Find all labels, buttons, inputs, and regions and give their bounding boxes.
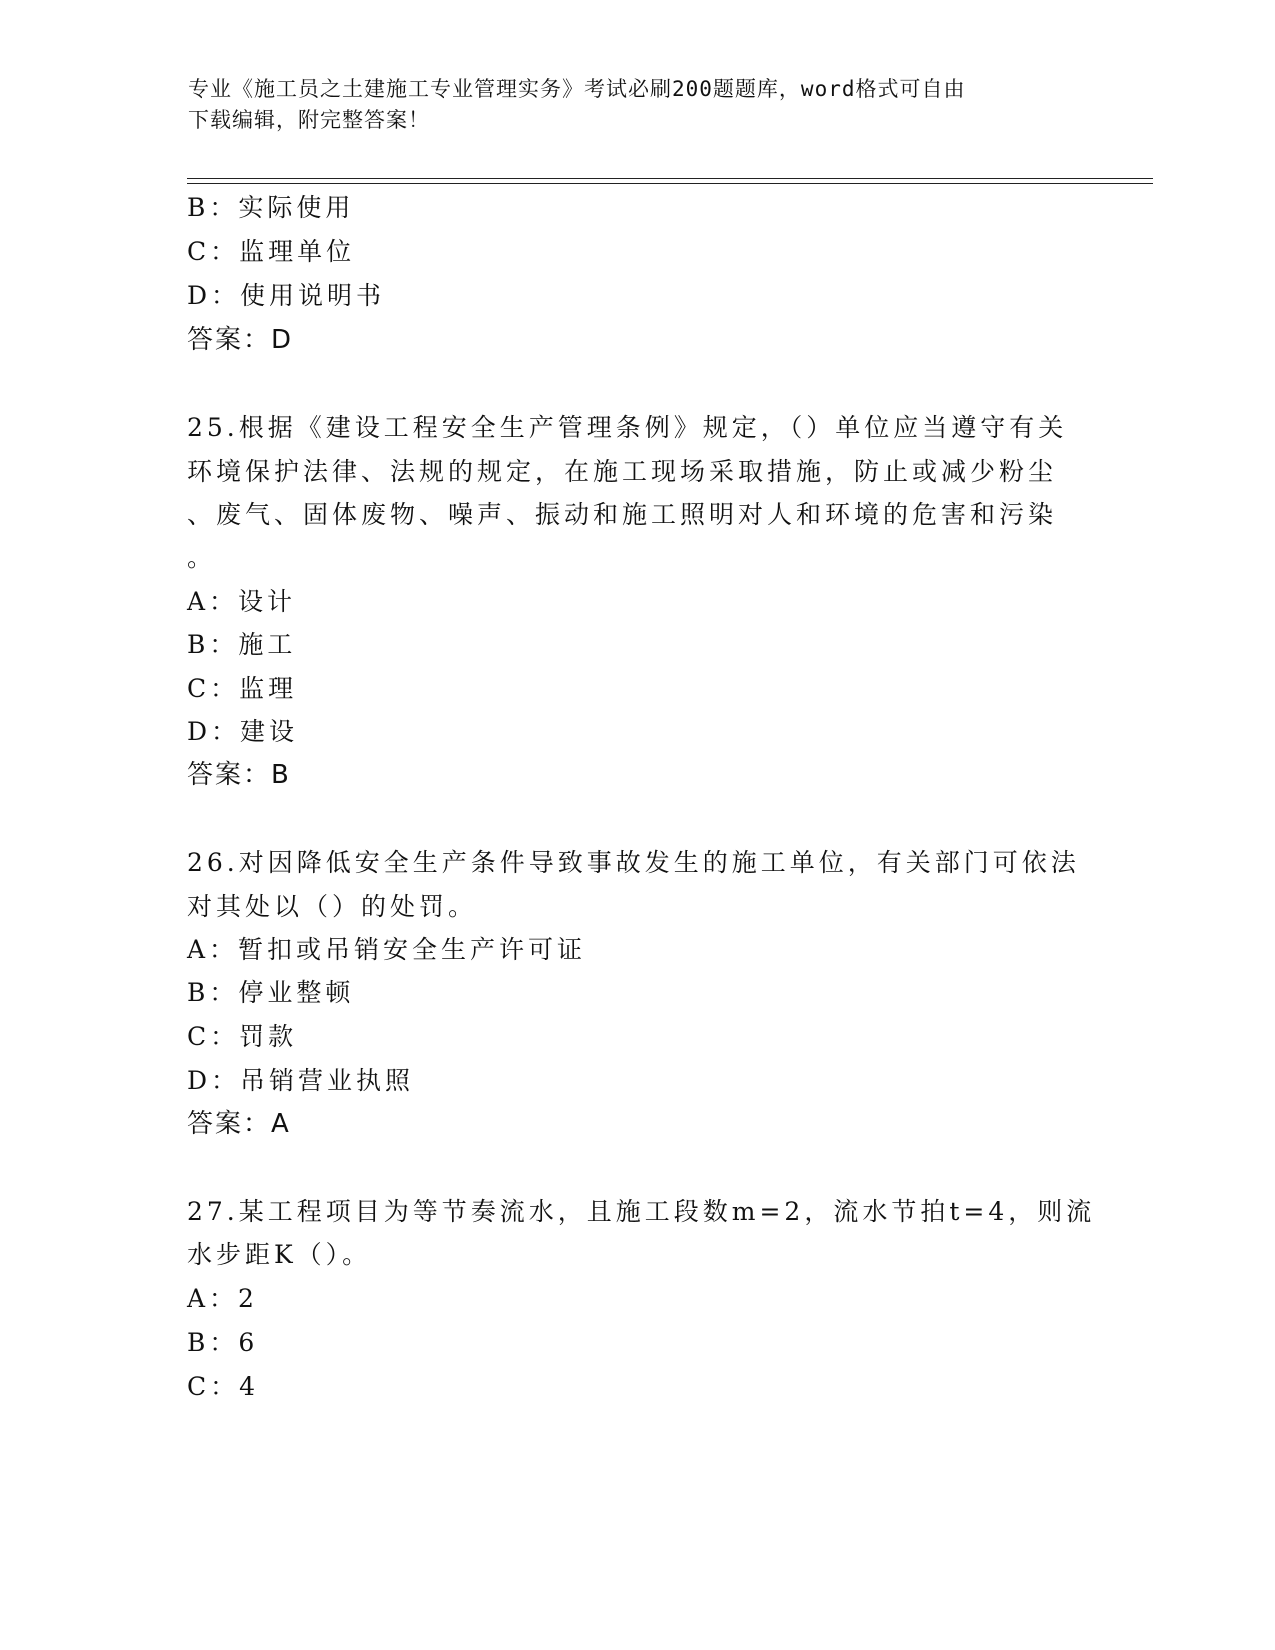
q26-option-d: D：吊销营业执照	[187, 1066, 415, 1095]
q25-stem-line-3: 、废气、固体废物、噪声、振动和施工照明对人和环境的危害和污染	[187, 500, 1058, 529]
q27-option-a: A：2	[187, 1284, 258, 1313]
header-line-2: 下载编辑，附完整答案！	[188, 108, 430, 132]
q26-option-a: A：暂扣或吊销安全生产许可证	[187, 935, 587, 964]
q24-option-b: B：实际使用	[187, 193, 355, 222]
q24-option-c: C：监理单位	[187, 237, 356, 266]
q27-option-c: C：4	[187, 1372, 260, 1401]
q25-option-a: A：设计	[187, 587, 297, 616]
q24-option-d: D：使用说明书	[187, 281, 386, 310]
q26-stem-line-1: 26.对因降低安全生产条件导致事故发生的施工单位，有关部门可依法	[187, 848, 1080, 877]
q25-stem-line-4: 。	[187, 543, 217, 572]
q26-answer: 答案：A	[187, 1109, 291, 1139]
q25-option-c: C：监理	[187, 674, 298, 703]
header-line-1: 专业《施工员之土建施工专业管理实务》考试必刷200题题库，word格式可自由	[188, 77, 966, 101]
q27-stem-line-1: 27.某工程项目为等节奏流水，且施工段数m=2，流水节拍t=4，则流	[187, 1197, 1096, 1226]
q25-option-b: B：施工	[187, 630, 297, 659]
q25-option-d: D：建设	[187, 717, 299, 746]
q24-answer: 答案：D	[187, 325, 294, 355]
q25-stem-line-1: 25.根据《建设工程安全生产管理条例》规定，（）单位应当遵守有关	[187, 413, 1068, 442]
q27-option-b: B：6	[187, 1328, 259, 1357]
q26-stem-line-2: 对其处以（）的处罚。	[187, 892, 478, 921]
q27-stem-line-2: 水步距K（）。	[187, 1240, 372, 1269]
q26-option-c: C：罚款	[187, 1022, 298, 1051]
header-divider-top	[187, 178, 1153, 179]
header-divider-bottom	[187, 183, 1153, 184]
q25-stem-line-2: 环境保护法律、法规的规定，在施工现场采取措施，防止或减少粉尘	[187, 457, 1058, 486]
document-header	[188, 74, 1088, 136]
q25-answer: 答案：B	[187, 760, 291, 790]
q26-option-b: B：停业整顿	[187, 978, 355, 1007]
